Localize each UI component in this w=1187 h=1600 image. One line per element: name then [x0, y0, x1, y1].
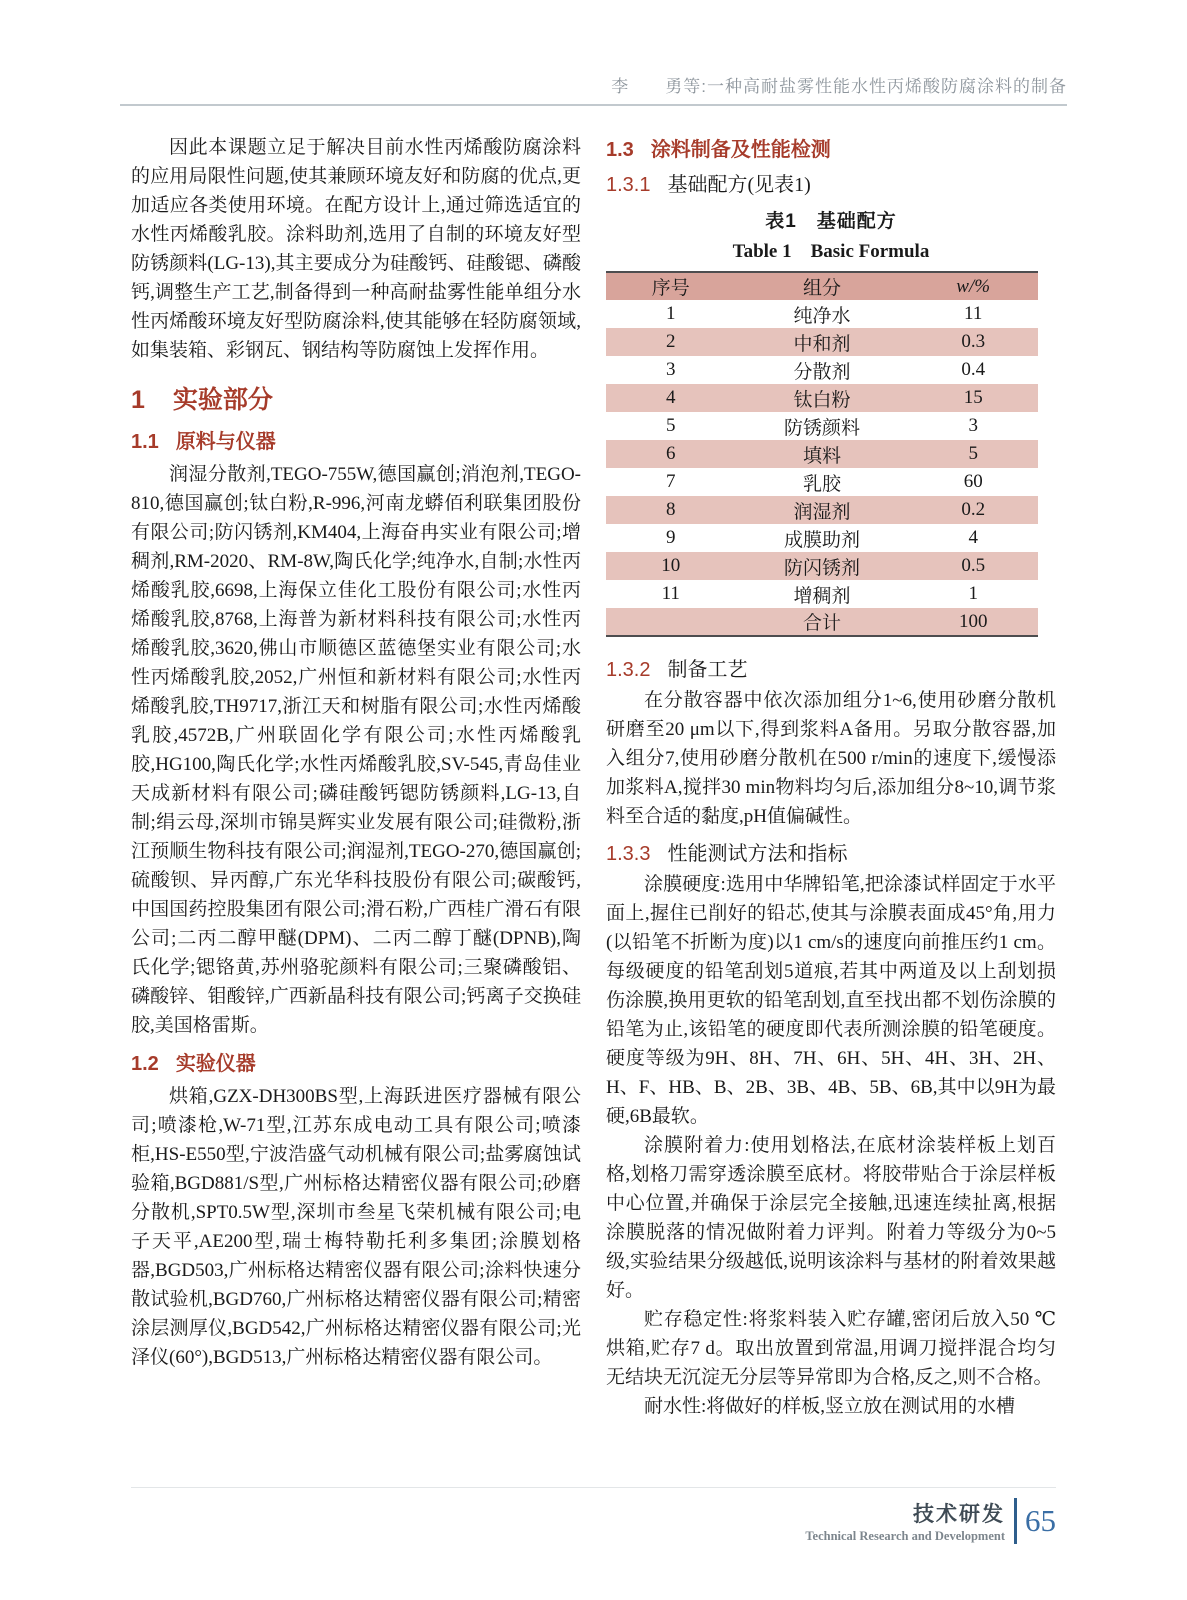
storage-paragraph: 贮存稳定性:将浆料装入贮存罐,密闭后放入50 ℃烘箱,贮存7 d。取出放置到常温,用调刀搅拌混合均匀无结块无沉淀无分层等异常即为合格,反之,则不合格。	[606, 1309, 1056, 1388]
hardness-paragraph: 涂膜硬度:选用中华牌铅笔,把涂漆试样固定于水平面上,握住已削好的铅芯,使其与涂膜表面成45°角,用力(以铅笔不折断为度)以1 cm/s的速度向前推压约1 cm。每级硬度的铅笔刮划5道痕,若其中两道及以上刮划损伤涂膜,换用更软的铅笔刮划,直至找出都不划伤涂膜的铅笔为止,该铅笔的硬度即代表所测涂膜的铅笔硬度。硬度等级为9H、8H、7H、6H、5H、4H、3H、2H、H、F、HB、B、2B、3B、4B、5B、6B,其中以9H为最硬,6B最软。	[606, 874, 1056, 1127]
table-cell: 4	[666, 387, 676, 408]
table-caption-en: Table 1 Basic Formula	[732, 241, 930, 262]
table-cell: 合计	[802, 613, 841, 634]
section-1-3-1-title: 基础配方(见表1)	[667, 174, 811, 196]
page-number: 65	[1025, 1503, 1056, 1538]
section-1-3-3-heading	[606, 837, 1056, 866]
section-1-2-number: 1.2	[131, 1053, 159, 1075]
section-1-2-title: 实验仪器	[175, 1053, 256, 1075]
page-footer	[131, 1487, 1056, 1544]
table-row	[606, 580, 1038, 608]
table-caption-zh: 表1 基础配方	[765, 211, 897, 232]
basic-formula-table	[606, 271, 1038, 637]
left-column	[131, 133, 581, 1421]
table-cell: 10	[661, 555, 681, 576]
section-1-3-2-number: 1.3.2	[606, 659, 651, 681]
right-column	[606, 133, 1056, 1421]
section-1-3-2-heading	[606, 653, 1056, 682]
table-cell: 9	[666, 527, 676, 548]
table-cell: 5	[666, 415, 676, 436]
section-1-heading	[131, 380, 581, 416]
table-row	[606, 412, 1038, 440]
table-row	[606, 356, 1038, 384]
instruments-paragraph: 烘箱,GZX-DH300BS型,上海跃进医疗器械有限公司;喷漆枪,W-71型,江苏东成电动工具有限公司;喷漆柜,HS-E550型,宁波浩盛气动机械有限公司;盐雾腐蚀试验箱,BGD881/S型,广州标格达精密仪器有限公司;砂磨分散机,SPT0.5W型,深圳市叁星飞荣机械有限公司;电子天平,AE200型,瑞士梅特勒托利多集团;涂膜划格器,BGD503,广州标格达精密仪器有限公司;涂料快速分散试验机,BGD760,广州标格达精密仪器有限公司;精密涂层测厚仪,BGD542,广州标格达精密仪器有限公司;光泽仪(60°),BGD513,广州标格达精密仪器有限公司。	[131, 1086, 581, 1368]
table-cell: 增稠剂	[793, 585, 851, 607]
intro-paragraph: 因此本课题立足于解决目前水性丙烯酸防腐涂料的应用局限性问题,使其兼顾环境友好和防腐的优点,更加适应各类使用环境。在配方设计上,通过筛选适宜的水性丙烯酸乳胶。涂料助剂,选用了自制的环境友好型防锈颜料(LG-13),其主要成分为硅酸钙、硅酸锶、磷酸钙,调整生产工艺,制备得到一种高耐盐雾性能单组分水性丙烯酸环境友好型防腐涂料,使其能够在轻防腐领域,如集装箱、彩钢瓦、钢结构等防腐蚀上发挥作用。	[131, 137, 581, 361]
section-1-title: 实验部分	[172, 386, 273, 414]
table-header-row	[606, 272, 1038, 300]
section-1-3-number: 1.3	[606, 139, 634, 161]
section-1-2-heading	[131, 1047, 581, 1076]
table-row	[606, 608, 1038, 636]
table-cell: 15	[963, 387, 983, 408]
table-row	[606, 300, 1038, 328]
table-cell: 填料	[802, 445, 841, 467]
table-cell: 8	[666, 499, 676, 520]
table-header-cell: w/%	[956, 275, 991, 297]
table-cell: 7	[666, 471, 676, 492]
table-cell: 防锈颜料	[783, 417, 860, 439]
table-cell: 100	[958, 610, 988, 632]
table-cell: 1	[968, 583, 978, 604]
running-header	[120, 72, 1067, 106]
section-1-3-heading	[606, 133, 1056, 162]
materials-paragraph: 润湿分散剂,TEGO-755W,德国赢创;消泡剂,TEGO-810,德国赢创;钛白粉,R-996,河南龙蟒佰利联集团股份有限公司;防闪锈剂,KM404,上海奋冉实业有限公司;增稠剂,RM-2020、RM-8W,陶氏化学;纯净水,自制;水性丙烯酸乳胶,6698,上海保立佳化工股份有限公司;水性丙烯酸乳胶,8768,上海普为新材料科技有限公司;水性丙烯酸乳胶,3620,佛山市顺德区蓝德堡实业有限公司;水性丙烯酸乳胶,2052,广州恒和新材料有限公司;水性丙烯酸乳胶,TH9717,浙江天和树脂有限公司;水性丙烯酸乳胶,4572B,广州联固化学有限公司;水性丙烯酸乳胶,HG100,陶氏化学;水性丙烯酸乳胶,SV-545,青岛佳业天成新材料有限公司;磷硅酸钙锶防锈颜料,LG-13,自制;绢云母,深圳市锦昊辉实业发展有限公司;硅微粉,浙江预顺生物科技有限公司;润湿剂,TEGO-270,德国赢创;硫酸钡、异丙醇,广东光华科技股份有限公司;碳酸钙,中国国药控股集团有限公司;滑石粉,广西桂广滑石有限公司;二丙二醇甲醚(DPM)、二丙二醇丁醚(DPNB),陶氏化学;锶铬黄,苏州骆驼颜料有限公司;三聚磷酸铝、磷酸锌、钼酸锌,广西新晶科技有限公司;钙离子交换硅胶,美国格雷斯。	[131, 464, 581, 1036]
table-row	[606, 496, 1038, 524]
water-resistance-paragraph: 耐水性:将做好的样板,竖立放在测试用的水槽	[644, 1396, 1016, 1417]
table-cell: 润湿剂	[793, 501, 851, 523]
footer-section-block	[131, 1498, 1056, 1544]
table-cell: 0.2	[961, 499, 986, 520]
two-column-body	[131, 133, 1056, 1421]
footer-rule	[131, 1487, 1056, 1488]
table-cell: 分散剂	[793, 361, 851, 383]
footer-section-zh: 技术研发	[913, 1503, 1005, 1526]
table-row	[606, 440, 1038, 468]
table-row	[606, 384, 1038, 412]
footer-section-en: Technical Research and Development	[805, 1529, 1005, 1543]
section-1-3-1-heading	[606, 168, 1056, 197]
table-cell: 成膜助剂	[783, 529, 860, 551]
table-cell: 0.3	[961, 331, 986, 352]
table-cell: 1	[666, 303, 676, 324]
section-1-3-1-number: 1.3.1	[606, 174, 651, 196]
table-header-cell: 序号	[651, 278, 690, 299]
table-row	[606, 328, 1038, 356]
table-cell: 6	[666, 443, 676, 464]
table-cell: 0.5	[961, 555, 986, 576]
section-1-3-3-title: 性能测试方法和指标	[667, 843, 848, 865]
table-cell: 11	[661, 583, 680, 604]
table-cell: 3	[968, 415, 978, 436]
running-title: 李 勇等:一种高耐盐雾性能水性丙烯酸防腐涂料的制备	[611, 77, 1067, 96]
table-row	[606, 524, 1038, 552]
table-cell: 3	[666, 359, 676, 380]
section-1-3-2-title: 制备工艺	[667, 659, 748, 681]
table-cell: 0.4	[961, 359, 986, 380]
table-cell: 钛白粉	[793, 389, 851, 411]
table-row	[606, 468, 1038, 496]
footer-labels	[805, 1498, 1005, 1544]
table-cell: 纯净水	[793, 305, 851, 327]
process-paragraph: 在分散容器中依次添加组分1~6,使用砂磨分散机研磨至20 μm以下,得到浆料A备用。另取分散容器,加入组分7,使用砂磨分散机在500 r/min的速度下,缓慢添加浆料A,搅拌30 min物料均匀后,添加组分8~10,调节浆料至合适的黏度,pH值偏碱性。	[606, 690, 1056, 827]
section-1-1-title: 原料与仪器	[175, 431, 276, 453]
table-cell: 4	[968, 527, 978, 548]
table-header-cell: 组分	[802, 278, 841, 299]
table-cell: 防闪锈剂	[783, 557, 860, 579]
header-rule	[120, 104, 1067, 106]
table-cell: 2	[666, 331, 676, 352]
table-cell: 乳胶	[802, 473, 841, 495]
table-cell: 5	[968, 443, 978, 464]
adhesion-paragraph: 涂膜附着力:使用划格法,在底材涂装样板上划百格,划格刀需穿透涂膜至底材。将胶带贴合于涂层样板中心位置,并确保于涂层完全接触,迅速连续扯离,根据涂膜脱落的情况做附着力评判。附着力等级分为0~5级,实验结果分级越低,说明该涂料与基材的附着效果越好。	[606, 1135, 1056, 1301]
table-cell: 中和剂	[793, 333, 851, 355]
section-1-3-title: 涂料制备及性能检测	[650, 139, 831, 161]
section-1-1-heading	[131, 425, 581, 454]
table-row	[606, 552, 1038, 580]
table-cell: 60	[963, 471, 983, 492]
table-cell: 11	[964, 303, 983, 324]
section-1-3-3-number: 1.3.3	[606, 843, 651, 865]
table-cell	[606, 608, 736, 636]
section-1-1-number: 1.1	[131, 431, 159, 453]
section-1-number: 1	[131, 386, 145, 414]
